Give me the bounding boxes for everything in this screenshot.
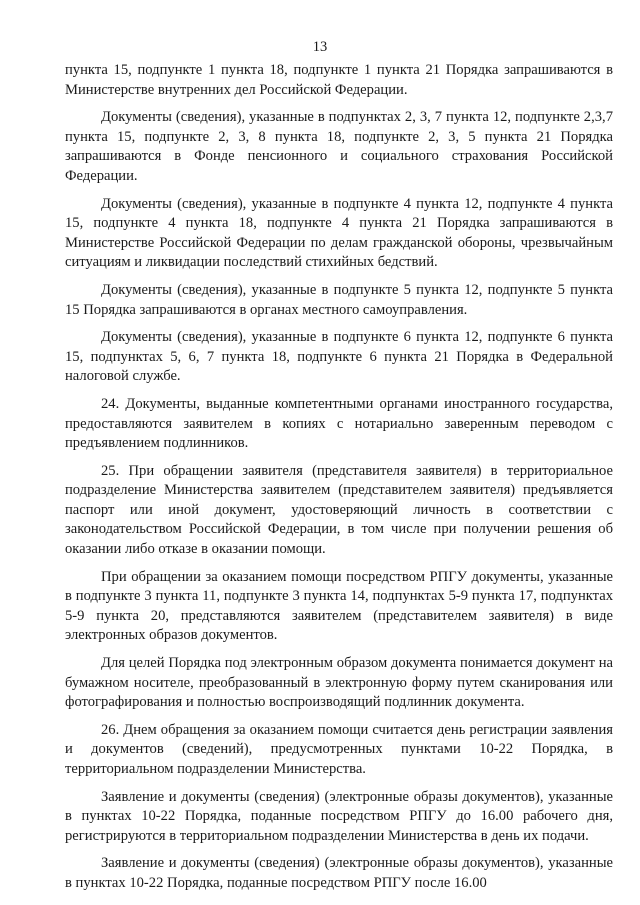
paragraph: Документы (сведения), указанные в подпунктах 2, 3, 7 пункта 12, подпункте 2,3,7 пункта 15, подпункте 2, 3, 8 пункта 18, подпункте 2, 3, 5 пункта 21 Порядка запрашиваются в Фонде пенсионного и социального страхования Российской Федерации. [65,109,613,184]
paragraph: Заявление и документы (сведения) (электронные образы документов), указанные в пунктах 10-22 Порядка, поданные посредством РПГУ до 16.00 рабочего дня, регистрируются в территориальном подразделении Министерства в день их подачи. [65,788,613,844]
paragraph: пункта 15, подпункте 1 пункта 18, подпункте 1 пункта 21 Порядка запрашиваются в Министерстве внутренних дел Российской Федерации. [65,62,613,98]
page-number: 13 [312,39,328,55]
paragraph: Документы (сведения), указанные в подпункте 4 пункта 12, подпункте 4 пункта 15, подпункте 4 пункта 18, подпункте 4 пункта 21 Порядка запрашиваются в Министерстве Российской Федерации по делам гражданской обороны, чрезвычайным ситуациям и ликвидации последствий стихийных бедствий. [65,195,613,271]
paragraph: При обращении за оказанием помощи посредством РПГУ документы, указанные в подпункте 3 пункта 11, подпункте 3 пункта 14, подпунктах 5-9 пункта 17, подпунктах 5-9 пункта 20, представляются заявителем (представителем заявителя) в виде электронных образов документов. [65,568,613,644]
paragraph: 26. Днем обращения за оказанием помощи считается день регистрации заявления и документов (сведений), предусмотренных пунктами 10-22 Порядка, в территориальном подразделении Министерства. [65,721,613,777]
document-body [65,61,613,902]
paragraph: 24. Документы, выданные компетентными органами иностранного государства, предоставляются заявителем в копиях с нотариально заверенным переводом с предъявлением подлинников. [65,395,613,452]
paragraph: Документы (сведения), указанные в подпункте 5 пункта 12, подпункте 5 пункта 15 Порядка запрашиваются в органах местного самоуправления. [65,281,613,318]
paragraph: Документы (сведения), указанные в подпункте 6 пункта 12, подпункте 6 пункта 15, подпунктах 5, 6, 7 пункта 18, подпункте 6 пункта 21 Порядка в Федеральной налоговой службе. [65,329,613,385]
paragraph: Для целей Порядка под электронным образом документа понимается документ на бумажном носителе, преобразованный в электронную форму путем сканирования или фотографирования и полностью воспроизводящий подлинник документа. [65,655,613,711]
paragraph: Заявление и документы (сведения) (электронные образы документов), указанные в пунктах 10-22 Порядка, поданные посредством РПГУ после 16.00 [65,855,613,891]
paragraph: 25. При обращении заявителя (представителя заявителя) в территориальное подразделение Министерства заявителем (представителем заявителя) предъявляется паспорт или иной документ, удостоверяющий личность в соответствии с законодательством Российской Федерации, в том числе при получении решения об оказании либо отказе в оказании помощи. [65,462,613,558]
